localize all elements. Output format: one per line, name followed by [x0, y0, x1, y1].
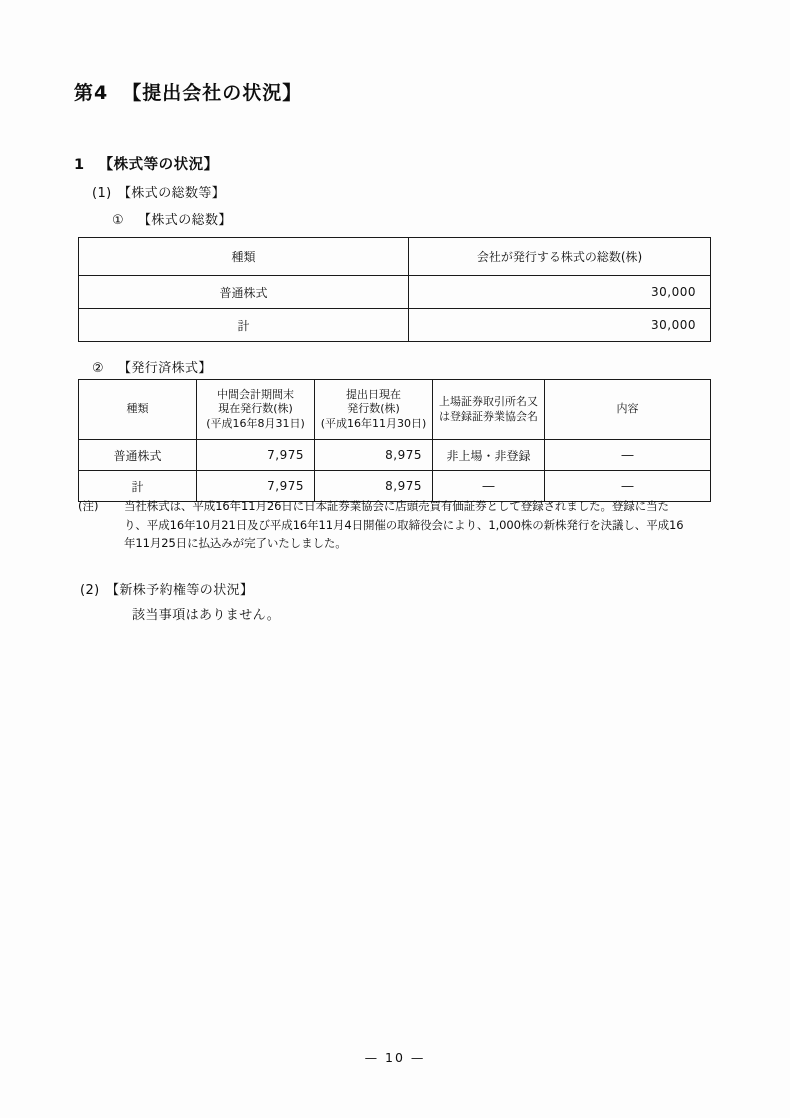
column-header-filing-line1: 提出日現在: [346, 388, 401, 402]
column-header-content: 内容: [545, 380, 711, 440]
total-shares-table: [78, 237, 711, 342]
cell-total: 30,000: [409, 309, 711, 342]
cell-kind: 計: [79, 471, 197, 502]
cell-exchange: ―: [433, 471, 545, 502]
cell-filing-issued: 8,975: [315, 471, 433, 502]
table-note: [78, 497, 718, 553]
column-header-kind: 種類: [79, 238, 409, 276]
table-header-row: [79, 238, 711, 276]
subsection-1-1-heading: [112, 209, 232, 228]
page-title: [74, 78, 302, 105]
subsection-2-heading: [80, 579, 253, 598]
cell-exchange: 非上場・非登録: [433, 440, 545, 471]
cell-interim-issued: 7,975: [197, 440, 315, 471]
section-1-number: 1: [74, 157, 85, 173]
issued-shares-table: [78, 379, 711, 502]
note-line-1: 当社株式は、平成16年11月26日に日本証券業協会に店頭売買有価証券として登録されました。登録に当た: [124, 499, 669, 513]
column-header-exchange: 上場証券取引所名又は登録証券業協会名: [433, 380, 545, 440]
table-row: [79, 440, 711, 471]
subsection-1-text: 【株式の総数等】: [118, 186, 226, 201]
subsection-1-2-text: 【発行済株式】: [118, 361, 212, 376]
table-row: [79, 276, 711, 309]
subsection-2-number: (2): [80, 583, 100, 598]
column-header-interim-line3: (平成16年8月31日): [206, 416, 305, 430]
column-header-kind: 種類: [79, 380, 197, 440]
cell-total: 30,000: [409, 276, 711, 309]
page-number-footer: — 10 —: [364, 1050, 426, 1065]
note-line-3: 年11月25日に払込みが完了いたしました。: [124, 536, 347, 551]
column-header-interim-line1: 中間会計期間末: [217, 388, 294, 402]
table-header-row: [79, 380, 711, 440]
cell-content: ―: [545, 440, 711, 471]
column-header-filing-issued: [315, 380, 433, 440]
subsection-1-2-number: ②: [92, 361, 105, 376]
subsection-1-2-heading: [92, 357, 212, 376]
section-1-text: 【株式等の状況】: [98, 157, 219, 173]
column-header-filing-line3: (平成16年11月30日): [320, 416, 427, 430]
subsection-2-text: 【新株予約権等の状況】: [106, 583, 254, 598]
subsection-2-body: 該当事項はありません。: [132, 608, 281, 623]
column-header-interim-line2: 現在発行数(株): [218, 402, 293, 416]
note-label: (注): [78, 499, 99, 513]
column-header-interim-issued: [197, 380, 315, 440]
cell-filing-issued: 8,975: [315, 440, 433, 471]
subsection-1-number: (1): [92, 186, 112, 201]
page-title-number: 第4: [74, 82, 109, 104]
subsection-1-1-text: 【株式の総数】: [138, 213, 232, 228]
cell-kind: 普通株式: [79, 440, 197, 471]
section-1-heading: [74, 153, 219, 174]
cell-interim-issued: 7,975: [197, 471, 315, 502]
cell-kind: 計: [79, 309, 409, 342]
subsection-1-heading: [92, 182, 225, 201]
column-header-filing-line2: 発行数(株): [347, 402, 400, 416]
cell-content: ―: [545, 471, 711, 502]
page-title-text: 【提出会社の状況】: [122, 82, 303, 104]
column-header-total: 会社が発行する株式の総数(株): [409, 238, 711, 276]
note-line-2: り、平成16年10月21日及び平成16年11月4日開催の取締役会により、1,000株の新株発行を決議し、平成16: [124, 517, 684, 532]
note-body: [124, 497, 718, 553]
subsection-1-1-number: ①: [112, 213, 125, 228]
table-row: [79, 309, 711, 342]
cell-kind: 普通株式: [79, 276, 409, 309]
